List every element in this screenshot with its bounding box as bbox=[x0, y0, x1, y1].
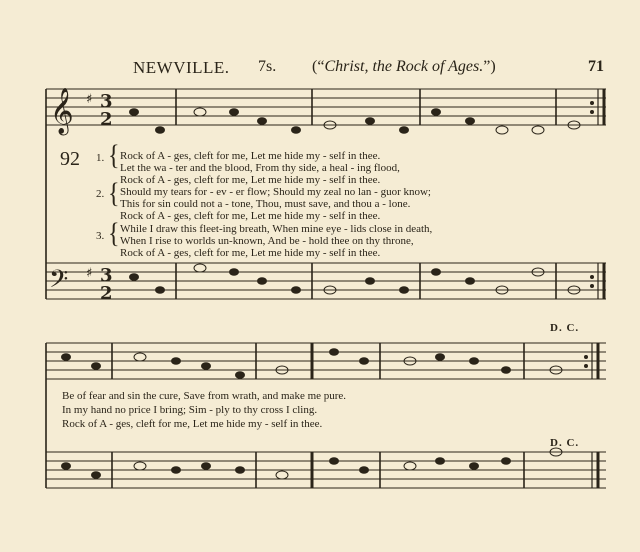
meter: 7s. bbox=[258, 58, 277, 75]
tune-name: NEWVILLE. bbox=[133, 58, 230, 77]
lyric-line: Rock of A - ges, cleft for me, Let me hide my - self in thee. bbox=[120, 150, 381, 162]
lyric-line: Rock of A - ges, cleft for me, Let me hide my - self in thee. bbox=[120, 210, 381, 222]
lyric-line: Let the wa - ter and the blood, From thy side, a heal - ing flood, bbox=[120, 162, 400, 174]
time-sig-bottom-icon: 2 bbox=[100, 109, 113, 130]
verse-number: 1. bbox=[96, 152, 105, 164]
verse-number: 2. bbox=[96, 188, 105, 200]
time-sig-bottom-icon: 2 bbox=[100, 283, 113, 304]
lyric-line: When I rise to worlds un-known, And be - hold thee on thy throne, bbox=[120, 235, 414, 247]
page-number: 71 bbox=[588, 58, 604, 75]
treble-clef-icon: 𝄞 bbox=[50, 88, 74, 134]
brace-icon: { bbox=[108, 140, 120, 172]
verse-number: 3. bbox=[96, 230, 105, 242]
sharp-icon: ♯ bbox=[86, 266, 93, 281]
time-sig-top-icon: 3 bbox=[100, 265, 113, 286]
lyric-line: Be of fear and sin the cure, Save from wrath, and make me pure. bbox=[62, 390, 347, 402]
hymn-title-text: Christ, the Rock of Ages. bbox=[324, 58, 484, 75]
lyric-line: Rock of A - ges, cleft for me, Let me hide my - self in thee. bbox=[120, 174, 381, 186]
repeat-dots bbox=[584, 101, 594, 368]
lyric-line: In my hand no price I bring; Sim - ply to thy cross I cling. bbox=[62, 404, 318, 416]
bass-clef-icon: 𝄢 bbox=[49, 265, 69, 300]
lyric-line: This for sin could not a - tone, Thou, must save, and thou a - lone. bbox=[120, 198, 411, 210]
lyric-line: Rock of A - ges, cleft for me, Let me hide my - self in thee. bbox=[120, 247, 381, 259]
dc-marking: D. C. bbox=[550, 437, 580, 449]
lyric-line: While I draw this fleet-ing breath, When mine eye - lids close in death, bbox=[120, 223, 433, 235]
hymn-title-open: (“ bbox=[312, 58, 325, 75]
time-sig-top-icon: 3 bbox=[100, 91, 113, 112]
lyric-line: Rock of A - ges, cleft for me, Let me hide my - self in thee. bbox=[62, 418, 323, 430]
brace-icon: { bbox=[108, 178, 120, 210]
lyric-line: Should my tears for - ev - er flow; Should my zeal no lan - guor know; bbox=[120, 186, 431, 198]
dc-marking: D. C. bbox=[550, 322, 580, 334]
hymn-number: 92 bbox=[60, 148, 80, 170]
hymn-title-close: ”) bbox=[483, 58, 496, 75]
brace-icon: { bbox=[108, 218, 120, 250]
sharp-icon: ♯ bbox=[86, 92, 93, 107]
